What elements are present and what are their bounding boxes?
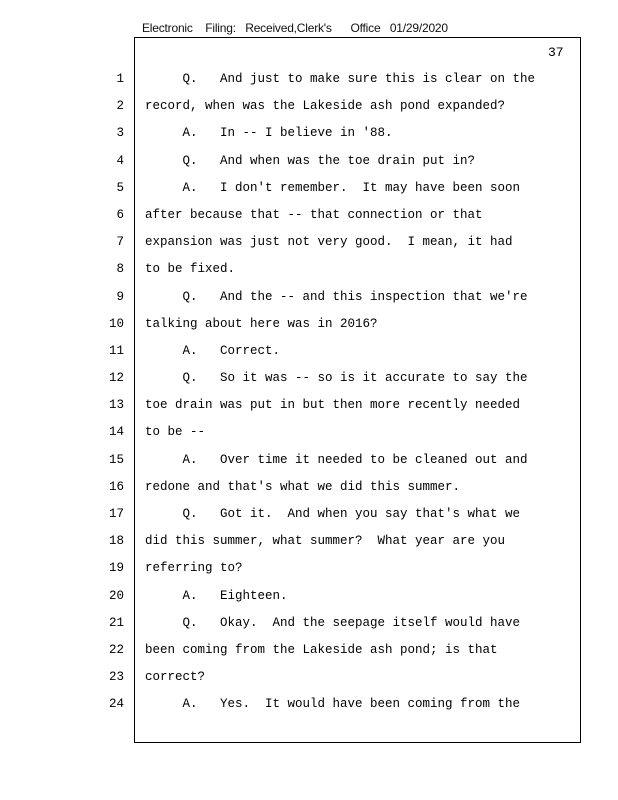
transcript-line: did this summer, what summer? What year are you [145, 534, 506, 549]
line-number-column [96, 66, 124, 719]
transcript-line: to be -- [145, 425, 206, 440]
line-number: 22 [108, 642, 124, 657]
line-number: 1 [116, 72, 124, 86]
line-number: 23 [108, 670, 124, 685]
line-number: 19 [108, 561, 124, 576]
transcript-line: redone and that's what we did this summer. [145, 479, 461, 494]
line-number: 20 [108, 588, 124, 603]
line-number: 4 [116, 153, 124, 168]
line-number: 18 [108, 534, 124, 549]
transcript-line: expansion was just not very good. I mean, it had [145, 235, 513, 250]
line-number: 2 [116, 99, 124, 114]
line-number: 10 [108, 316, 124, 331]
transcript-line: record, when was the Lakeside ash pond expanded? [145, 99, 506, 114]
line-number: 17 [108, 507, 124, 521]
line-number: 8 [116, 262, 124, 277]
transcript-line: Q. And the -- and this inspection that we're [145, 289, 528, 304]
transcript-line: toe drain was put in but then more recently needed [145, 398, 521, 413]
line-number: 14 [108, 425, 124, 440]
transcript-body [145, 66, 575, 719]
line-number: 11 [108, 343, 124, 358]
page-number: 37 [548, 45, 564, 60]
transcript-line: Q. And when was the toe drain put in? [145, 153, 476, 168]
filing-stamp-header: Electronic Filing: Received,Clerk's Office 01/29/2020 [142, 21, 448, 35]
transcript-line: correct? [145, 670, 206, 685]
transcript-line: A. Correct. [145, 343, 281, 358]
line-number: 6 [116, 207, 124, 222]
transcript-line: to be fixed. [145, 262, 236, 277]
transcript-line: Q. Got it. And when you say that's what we [145, 507, 521, 521]
line-number: 3 [116, 126, 124, 141]
transcript-line: Q. And just to make sure this is clear on the [145, 72, 536, 86]
line-number: 15 [108, 452, 124, 467]
transcript-line: A. In -- I believe in '88. [145, 126, 393, 141]
line-number: 16 [108, 479, 124, 494]
line-number: 9 [116, 289, 124, 304]
transcript-line: A. Yes. It would have been coming from the [145, 697, 521, 712]
transcript-line: A. Over time it needed to be cleaned out and [145, 452, 528, 467]
transcript-line: after because that -- that connection or that [145, 207, 483, 222]
transcript-line: Q. Okay. And the seepage itself would have [145, 615, 521, 630]
transcript-line: talking about here was in 2016? [145, 316, 378, 331]
line-number: 12 [108, 371, 124, 386]
line-number: 21 [108, 615, 124, 630]
line-number: 24 [108, 697, 124, 712]
transcript-line: referring to? [145, 561, 243, 576]
transcript-line: A. I don't remember. It may have been soon [145, 180, 521, 195]
line-number: 7 [116, 235, 124, 250]
transcript-line: Q. So it was -- so is it accurate to say the [145, 371, 528, 386]
line-number: 5 [116, 180, 124, 195]
transcript-line: been coming from the Lakeside ash pond; is that [145, 642, 498, 657]
transcript-line: A. Eighteen. [145, 588, 288, 603]
line-number: 13 [108, 398, 124, 413]
